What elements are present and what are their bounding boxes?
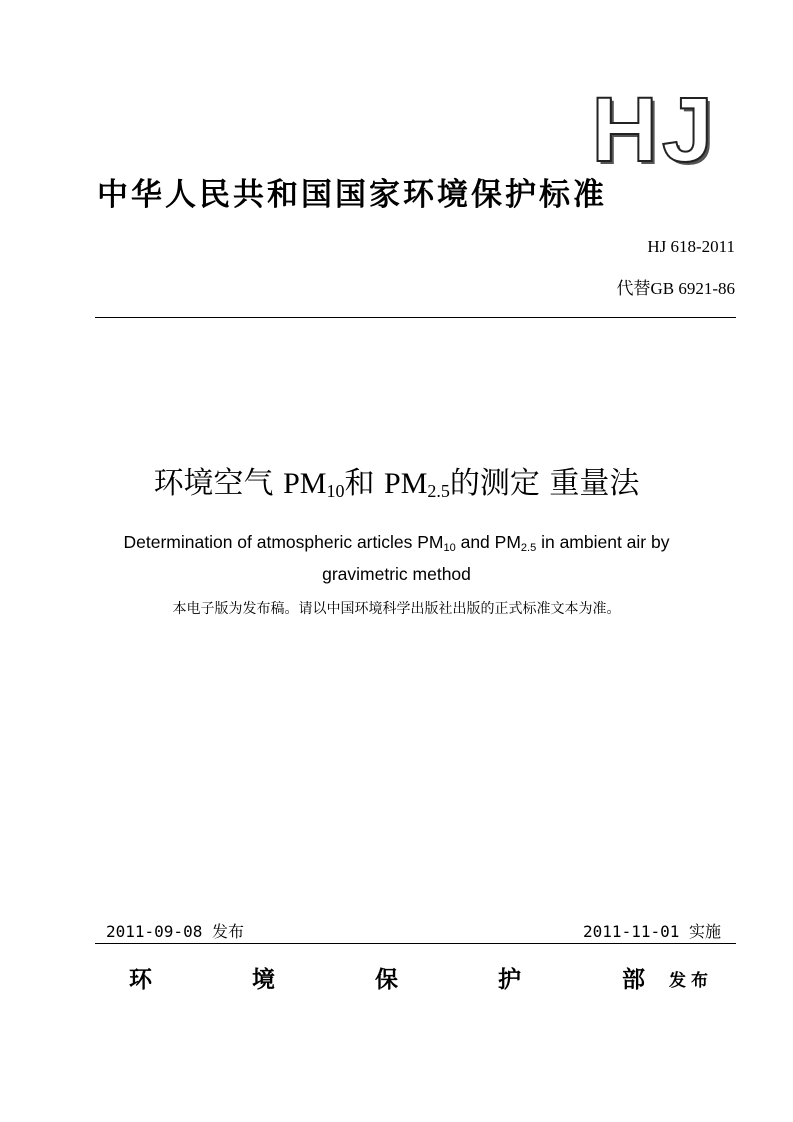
publisher (0, 963, 793, 999)
title-pm-a: PM (283, 467, 327, 500)
publisher-verb: 发布 (669, 971, 713, 991)
en-title-part3: in ambient air by gravimetric method (322, 532, 670, 584)
en-title-part1: Determination of atmospheric articles PM (123, 532, 444, 552)
title-conj: 和 (344, 466, 375, 501)
standard-series-title: 中华人民共和国国家环境保护标准 (97, 177, 607, 213)
title-sub-a: 10 (326, 481, 345, 501)
en-title-part2: and PM (455, 532, 521, 552)
en-title-sub-a: 10 (443, 542, 456, 554)
en-title-sub-b: 2.5 (520, 542, 537, 554)
title-part1: 环境空气 (153, 466, 274, 501)
english-title (90, 529, 703, 587)
publisher-char: 境 (252, 967, 275, 993)
bottom-divider (95, 943, 736, 944)
title-pm-b: PM (384, 467, 428, 500)
standard-code: HJ 618-2011 (647, 237, 735, 256)
replaces-code: 代替GB 6921-86 (616, 279, 735, 298)
hj-logo: HJ (591, 79, 717, 181)
publisher-char: 保 (375, 967, 398, 993)
title-sub-b: 2.5 (427, 481, 450, 501)
publisher-char: 部 (622, 967, 645, 993)
implementation-date: 2011-11-01 实施 (583, 922, 721, 941)
publisher-char: 环 (129, 967, 152, 993)
publisher-char: 护 (498, 967, 521, 993)
electronic-version-notice: 本电子版为发布稿。请以中国环境科学出版社出版的正式标准文本为准。 (172, 601, 621, 617)
issue-date: 2011-09-08 发布 (106, 922, 244, 941)
document-title (0, 462, 793, 513)
title-part2: 的测定 重量法 (449, 466, 640, 501)
top-divider (95, 317, 736, 318)
